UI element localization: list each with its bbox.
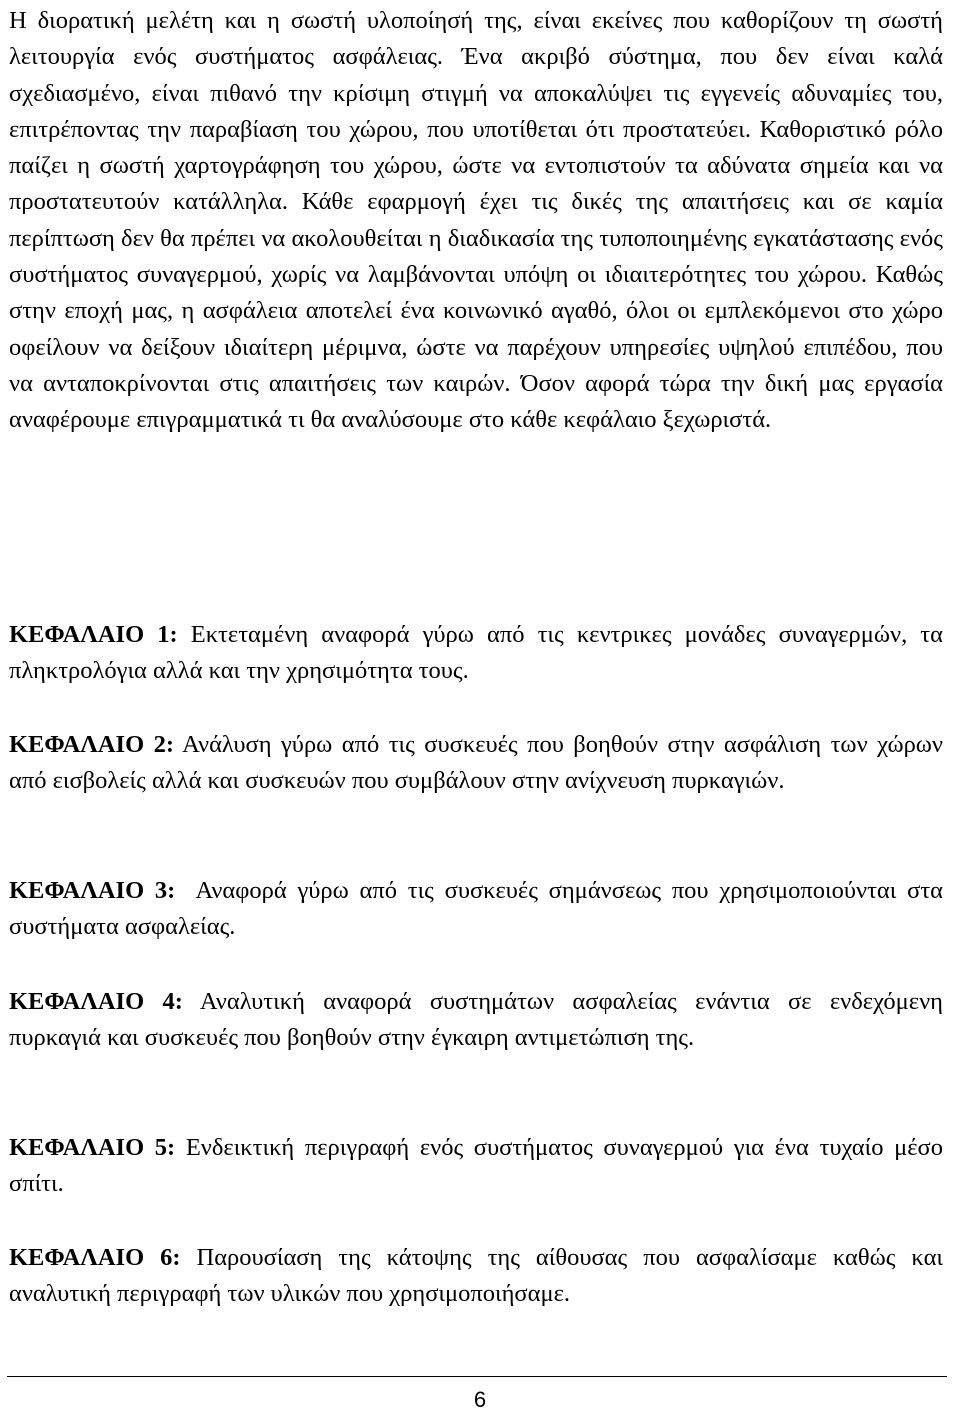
chapter-5-label: ΚΕΦΑΛΑΙΟ 5: (9, 1134, 176, 1161)
chapter-1-entry (9, 617, 943, 690)
chapter-1-text: Εκτεταμένη αναφορά γύρω από τις κεντρικες μονάδες συναγερμών, τα πληκτρολόγια αλλά και την χρησιμότητα τους. (9, 621, 943, 685)
chapter-4-text: Αναλυτική αναφορά συστημάτων ασφαλείας ενάντια σε ενδεχόμενη πυρκαγιά και συσκευές που βοηθούν στην έγκαιρη αντιμετώπιση της. (9, 988, 943, 1052)
footer-divider (7, 1376, 947, 1377)
chapter-2-label: ΚΕΦΑΛΑΙΟ 2: (9, 731, 175, 758)
chapter-4-label: ΚΕΦΑΛΑΙΟ 4: (9, 988, 183, 1015)
intro-paragraph: Η διορατική μελέτη και η σωστή υλοποίησή της, είναι εκείνες που καθορίζουν τη σωστή λειτουργία ενός συστήματος ασφάλειας. Ένα ακριβό σύστημα, που δεν είναι καλά σχεδιασμένο, είναι πιθανό την κρίσιμη στιγμή να αποκαλύψει τις εγγενείς αδυναμίες του, επιτρέποντας την παραβίαση του χώρου, που υποτίθεται ότι προστατεύει. Καθοριστικό ρόλο παίζει η σωστή χαρτογράφηση του χώρου, ώστε να εντοπιστούν τα αδύνατα σημεία και να προστατευτούν κατάλληλα. Κάθε εφαρμογή έχει τις δικές της απαιτήσεις και σε καμία περίπτωση δεν θα πρέπει να ακολουθείται η διαδικασία της τυποποιημένης εγκατάστασης ενός συστήματος συναγερμού, χωρίς να λαμβάνονται υπόψη οι ιδιαιτερότητες του χώρου. Καθώς στην εποχή μας, η ασφάλεια αποτελεί ένα κοινωνικό αγαθό, όλοι οι εμπλεκόμενοι στο χώρο οφείλουν να δείξουν ιδιαίτερη μέριμνα, ώστε να παρέχουν υπηρεσίες υψηλού επιπέδου, που να ανταποκρίνονται στις απαιτήσεις των καιρών. Όσον αφορά τώρα την δική μας εργασία αναφέρουμε επιγραμματικά τι θα αναλύσουμε στο κάθε κεφάλαιο ξεχωριστά. (9, 7, 943, 434)
chapter-5-text: Ενδεικτική περιγραφή ενός συστήματος συναγερμού για ένα τυχαίο μέσο σπίτι. (9, 1134, 944, 1198)
chapter-3-text: Αναφορά γύρω από τις συσκευές σημάνσεως που χρησιμοποιούνται στα συστήματα ασφαλείας. (9, 877, 950, 941)
chapter-4-entry (9, 984, 943, 1057)
chapter-2-text: Ανάλυση γύρω από τις συσκευές που βοηθούν στην ασφάλιση των χώρων από εισβολείς αλλά και συσκευών που συμβάλουν στην ανίχνευση πυρκαγιών. (9, 731, 944, 795)
chapter-3-entry (9, 873, 950, 946)
chapter-5-entry (9, 1130, 943, 1203)
chapter-6-entry (9, 1240, 943, 1313)
chapter-1-label: ΚΕΦΑΛΑΙΟ 1: (9, 621, 178, 648)
chapter-6-label: ΚΕΦΑΛΑΙΟ 6: (9, 1244, 181, 1271)
page-number: 6 (473, 1387, 487, 1412)
chapter-6-text: Παρουσίαση της κάτοψης της αίθουσας που ασφαλίσαμε καθώς και αναλυτική περιγραφή των υλικών που χρησιμοποιήσαμε. (9, 1244, 943, 1308)
chapter-3-label: ΚΕΦΑΛΑΙΟ 3: (9, 877, 176, 904)
chapter-2-entry (9, 727, 943, 800)
